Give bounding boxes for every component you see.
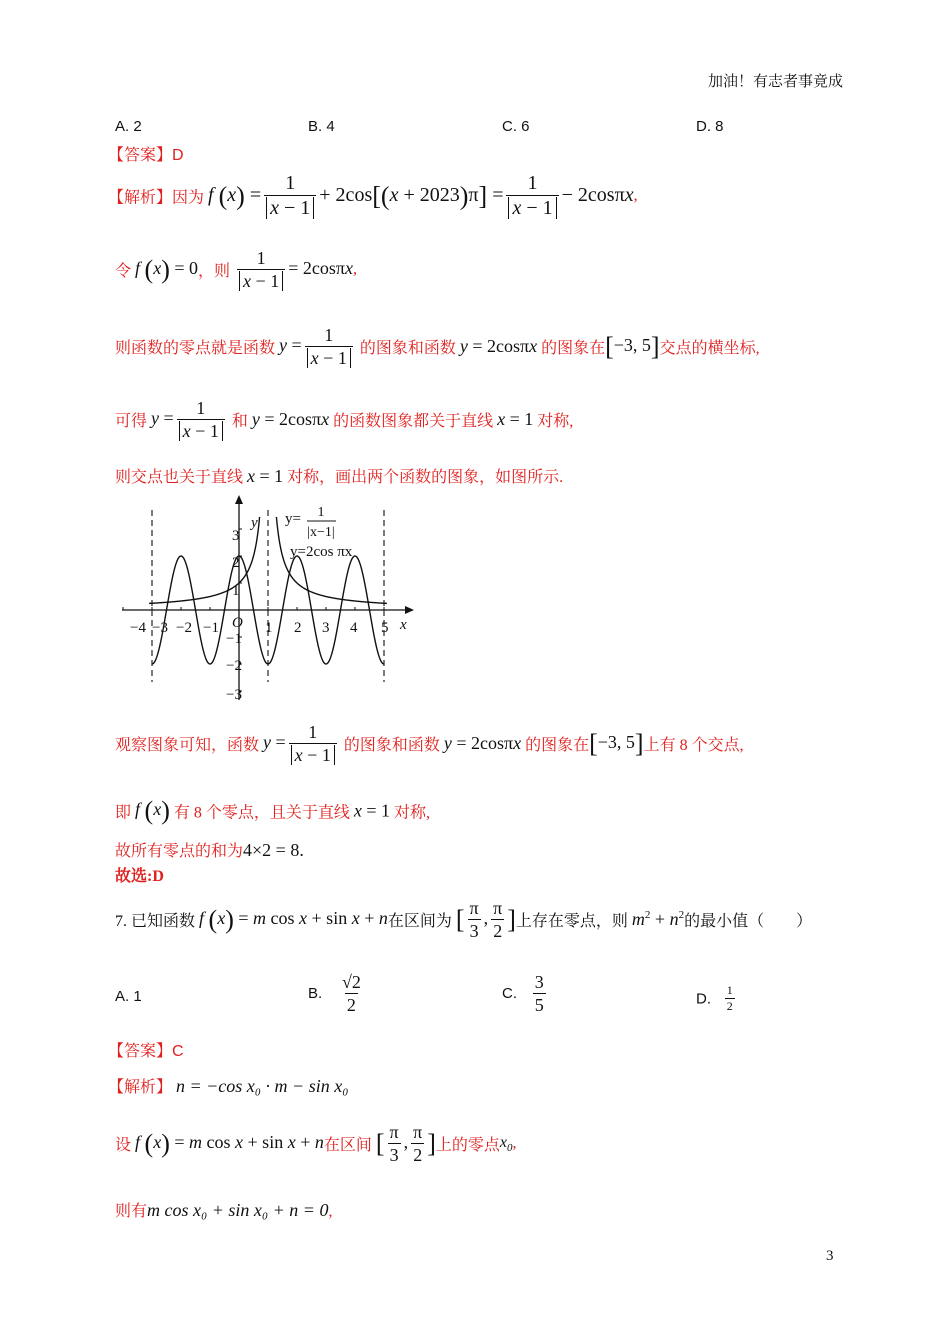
analysis-line-6	[115, 722, 744, 765]
formula-x-equals-1: x = 1	[497, 409, 534, 430]
formula-f-zero: f (x) = 0	[135, 254, 199, 284]
y-axis-label: y	[251, 515, 258, 531]
x-tick-label: −2	[176, 620, 192, 636]
text: 故所有零点的和为	[115, 843, 244, 860]
x-tick-label: −4	[130, 620, 146, 636]
label-f1-prefix: y=	[285, 511, 301, 527]
text: 则有	[115, 1203, 148, 1220]
option-d-fraction	[725, 984, 735, 1014]
analysis-line-8	[115, 838, 304, 861]
label-f2: y=2cos πx	[290, 544, 353, 560]
text: 设	[115, 1137, 132, 1155]
analysis-line-3	[115, 325, 760, 368]
x-axis-arrow	[405, 606, 414, 614]
text: 的图象在	[541, 340, 606, 358]
answer-tag: 【答案】	[108, 1043, 173, 1060]
y-tick-label: 3	[232, 528, 240, 544]
option-label: B.	[308, 985, 323, 1003]
q7-option-d	[696, 984, 738, 1014]
text: 对称,	[394, 804, 431, 822]
q7-analysis-line-1	[108, 1074, 348, 1097]
text: ,	[328, 1203, 333, 1220]
formula-y-cos: y = 2cosπx	[443, 733, 522, 754]
text: 上的零点	[435, 1137, 500, 1155]
text: ,	[512, 1134, 517, 1152]
y-tick-label: −3	[226, 687, 242, 703]
text: 可得	[115, 413, 148, 431]
text: 对称，画出两个函数的图象，如图所示.	[287, 469, 564, 486]
label-f1-numerator: 1	[317, 505, 325, 520]
analysis-tag: 【解析】	[108, 1079, 173, 1096]
answer-value: D	[172, 147, 184, 164]
x-tick-label: 4	[350, 620, 358, 636]
text: 则交点也关于直线	[115, 469, 244, 486]
formula-zero-equation: m cos x₀ + sin x₀ + n = 0	[147, 1200, 329, 1220]
q7-option-a: A. 1	[115, 988, 142, 1005]
analysis-line-2: 令 f (x) = 0，则 $\frac{1}{x - 1}$ = 2cosπx,	[115, 248, 357, 291]
text: 上存在零点，则	[515, 913, 628, 931]
text: 的图象在	[525, 737, 590, 755]
text: 则函数的零点就是函数	[115, 340, 276, 358]
denominator: 2	[346, 994, 356, 1015]
page-number: 3	[826, 1248, 834, 1264]
formula-f-definition: f (x) = $\frac{1}{x - 1}$ + 2cos[(x + 2023)π] = $\frac{1}{x - 1}$ − 2cosπx	[208, 172, 634, 219]
text: 令	[115, 263, 132, 281]
analysis-line-4	[115, 398, 573, 441]
text: 在区间为	[387, 913, 452, 931]
text: 在区间	[323, 1137, 372, 1155]
text: 交点的横坐标,	[659, 340, 760, 358]
formula-q7-function: f (x) = m cos x + sin x + n	[199, 904, 388, 934]
option-a: A. 2	[115, 118, 142, 135]
analysis-line-1: 【解析】因为 f (x) = $\frac{1}{x - 1}$ + 2cos[(x + 2023)π] = $\frac{1}{x - 1}$ − 2cosπx,	[108, 172, 638, 219]
answer-line	[108, 142, 184, 165]
formula-interval: [−3, 5]	[589, 728, 644, 758]
formula-f: f (x)	[135, 796, 170, 825]
y-tick-label: 2	[232, 555, 240, 571]
formula-sum: 4×2 = 8	[243, 840, 300, 860]
formula-y-reciprocal: y = $\frac{1}{x - 1}$	[279, 335, 356, 355]
function-graph	[118, 492, 418, 704]
analysis-line-5	[115, 464, 563, 487]
text: 即	[115, 804, 132, 822]
formula-n: n = −cos x₀ · m − sin x₀	[176, 1076, 349, 1096]
label-f1-denominator: |x−1|	[307, 525, 335, 540]
text: 对称,	[537, 413, 574, 431]
x-tick-label: −3	[152, 620, 168, 636]
formula-y-reciprocal: y = $\frac{1}{x - 1}$	[263, 732, 340, 752]
formula-x-equals-1: x = 1	[353, 800, 391, 821]
formula-equation: $\frac{1}{x - 1}$ = 2cosπx	[234, 258, 353, 278]
answer-value: C	[172, 1043, 184, 1060]
q7-analysis-line-2	[115, 1122, 517, 1165]
text: 有 8 个零点，且关于直线	[173, 804, 350, 822]
answer-tag: 【答案】	[108, 147, 173, 164]
option-label: C.	[502, 985, 517, 1003]
text: 的最小值（ ）	[684, 913, 813, 931]
option-b-fraction	[340, 972, 363, 1015]
formula-interval: [−3, 5]	[605, 331, 660, 361]
origin-label: O	[232, 615, 243, 631]
text: 观察图象可知，函数	[115, 737, 260, 755]
option-c-fraction	[533, 972, 546, 1015]
numerator: 1	[726, 983, 733, 997]
x-axis-label: x	[400, 617, 407, 633]
denominator: 2	[726, 998, 733, 1013]
option-b: B. 4	[308, 118, 335, 135]
analysis-line-7	[115, 796, 430, 826]
option-c: C. 6	[502, 118, 530, 135]
x-tick-label: 3	[322, 620, 330, 636]
choice-line: 故选:D	[115, 868, 164, 885]
q7-analysis-line-3	[115, 1198, 332, 1221]
x-tick-label: 2	[294, 620, 302, 636]
formula-q7-interval: [ $\frac{\pi}{3}$ , $\frac{\pi}{2}$ ]	[375, 1122, 436, 1165]
text: 和	[231, 413, 248, 431]
formula-q7-interval: [ $\frac{\pi}{3}$ , $\frac{\pi}{2}$ ]	[455, 898, 516, 941]
option-label: D.	[696, 990, 711, 1008]
question-7	[115, 898, 812, 941]
formula-q7-function: f (x) = m cos x + sin x + n	[135, 1128, 324, 1158]
q7-option-b	[308, 972, 366, 1015]
q7-answer-line	[108, 1038, 184, 1061]
text: 的函数图象都关于直线	[333, 413, 494, 431]
analysis-tag: 【解析】	[108, 189, 173, 207]
text: 的图象和函数	[343, 737, 440, 755]
numerator: √2	[341, 972, 361, 992]
formula-y-cos: y = 2cosπx	[459, 336, 538, 357]
header-motto: 加油！有志者事竟成	[708, 74, 844, 90]
x-tick-label: −1	[203, 620, 219, 636]
graph-axes	[122, 495, 414, 700]
formula-y-cos: y = 2cosπx	[251, 409, 330, 430]
formula-y-reciprocal: y = $\frac{1}{x - 1}$	[151, 408, 228, 428]
option-d: D. 8	[696, 118, 724, 135]
numerator: 3	[534, 972, 544, 992]
q7-option-c	[502, 972, 549, 1015]
y-axis-arrow	[235, 495, 243, 504]
analysis-text: 因为	[172, 189, 205, 207]
formula-x0: $x_0$	[499, 1133, 513, 1154]
question-number: 7. 已知函数	[115, 913, 196, 931]
denominator: 5	[534, 994, 544, 1015]
text: 的图象和函数	[359, 340, 456, 358]
formula-x-equals-1: x = 1	[247, 466, 284, 486]
text: .	[299, 840, 304, 860]
formula-q7-target: $m^2 + n^2$	[631, 909, 685, 930]
text: ，则	[198, 263, 231, 281]
text: 上有 8 个交点,	[643, 737, 744, 755]
x-tick-label: 1	[265, 620, 273, 636]
y-tick-label: −2	[226, 658, 242, 674]
x-tick-label: 5	[381, 620, 389, 636]
y-tick-label: 1	[232, 583, 240, 599]
y-tick-label: −1	[226, 631, 242, 647]
